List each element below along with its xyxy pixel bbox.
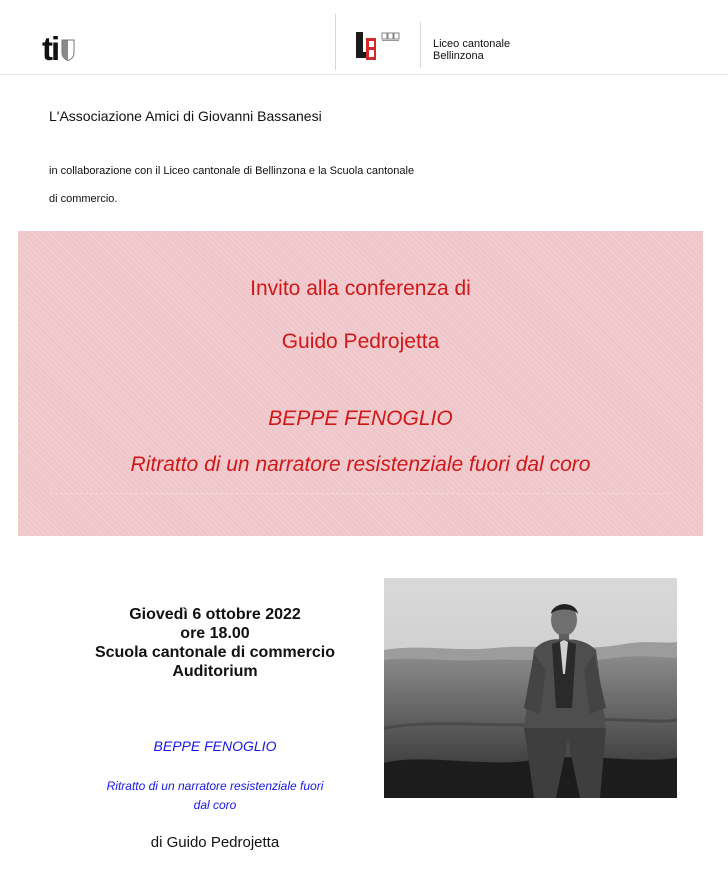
event-venue: Scuola cantonale di commercio	[94, 644, 336, 661]
collaboration-line1: in collaborazione con il Liceo cantonale di Bellinzona e la Scuola cantonale	[49, 165, 415, 177]
banner-title: BEPPE FENOGLIO	[268, 407, 453, 430]
talk-subtitle-line2: dal coro	[193, 798, 237, 812]
event-time: ore 18.00	[180, 625, 250, 642]
association-heading: L'Associazione Amici di Giovanni Bassanesi	[49, 108, 322, 124]
collaboration-text	[49, 157, 529, 213]
invitation-banner	[18, 231, 703, 536]
event-room: Auditorium	[172, 663, 258, 680]
banner-divider	[50, 493, 670, 494]
collaboration-line2: di commercio.	[49, 193, 118, 205]
school-name	[433, 38, 510, 62]
event-date: Giovedì 6 ottobre 2022	[129, 606, 301, 623]
talk-author: di Guido Pedrojetta	[150, 834, 280, 851]
ticino-shield-icon	[61, 39, 75, 61]
page-header	[0, 0, 728, 75]
talk-subtitle-line1: Ritratto di un narratore resistenziale fuori	[106, 779, 324, 793]
talk-subtitle	[55, 777, 375, 815]
banner-speaker: Guido Pedrojetta	[281, 330, 440, 353]
invitation-line: Invito alla conferenza di	[250, 277, 471, 300]
school-name-line1: Liceo cantonale	[433, 38, 511, 50]
talk-title: BEPPE FENOGLIO	[153, 738, 277, 754]
school-name-line2: Bellinzona	[433, 50, 484, 62]
header-divider-right	[420, 22, 421, 68]
header-divider-left	[335, 14, 336, 70]
event-details	[60, 605, 370, 681]
banner-subtitle: Ritratto di un narratore resistenziale fuori dal coro	[130, 453, 591, 476]
ticino-logo	[42, 32, 75, 65]
liceo-bellinzona-logo	[356, 30, 402, 62]
author-portrait-photo	[384, 578, 677, 798]
ticino-logo-text: ti	[42, 30, 59, 67]
